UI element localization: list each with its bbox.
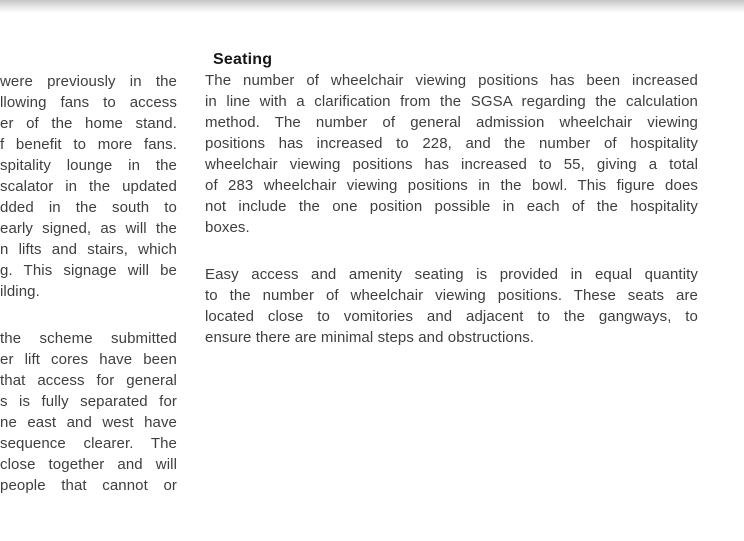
text-line: llowing fans to access (0, 94, 177, 111)
text-line: er lift cores have been (0, 351, 177, 368)
section-heading: Seating (213, 51, 273, 68)
text-line: The number of wheelchair viewing positions has been increased (205, 72, 698, 89)
seating-paragraph-1 (205, 70, 698, 238)
text-line: located close to vomitories and adjacent to the gangways, to (205, 308, 698, 325)
text-line: dded in the south to (0, 199, 177, 216)
text-line: f benefit to more fans. (0, 136, 177, 153)
text-line: sequence clearer. The (0, 435, 177, 452)
text-line: positions has increased to 228, and the number of hospitality (205, 135, 698, 152)
left-paragraph-1 (0, 71, 177, 302)
text-line: Easy access and amenity seating is provided in equal quantity (205, 266, 698, 283)
text-line: method. The number of general admission wheelchair viewing (205, 114, 698, 131)
text-line: the scheme submitted (0, 330, 177, 347)
text-line: people that cannot or (0, 477, 177, 494)
text-line: not include the one position possible in each of the hospitality (205, 198, 698, 215)
text-line: early signed, as will the (0, 220, 177, 237)
text-line: boxes. (205, 219, 250, 236)
text-line: g. This signage will be (0, 262, 177, 279)
text-line: s is fully separated for (0, 393, 177, 410)
text-line: of 283 wheelchair viewing positions in the bowl. This figure does (205, 177, 698, 194)
left-column-text (0, 71, 177, 496)
left-paragraph-2 (0, 328, 177, 496)
text-line: spitality lounge in the (0, 157, 177, 174)
text-line: were previously in the (0, 73, 177, 90)
text-line: that access for general (0, 372, 177, 389)
text-line: ensure there are minimal steps and obstructions. (205, 329, 535, 346)
text-line: in line with a clarification from the SGSA regarding the calculation (205, 93, 698, 110)
text-line: to the number of wheelchair viewing positions. These seats are (205, 287, 698, 304)
seating-section (205, 49, 698, 348)
seating-paragraph-2 (205, 264, 698, 348)
text-line: ne east and west have (0, 414, 177, 431)
text-line: n lifts and stairs, which (0, 241, 177, 258)
page-top-fade (0, 0, 744, 13)
text-line: close together and will (0, 456, 177, 473)
text-line: ilding. (0, 283, 40, 300)
text-line: wheelchair viewing positions has increased to 55, giving a total (205, 156, 698, 173)
text-line: er of the home stand. (0, 115, 177, 132)
text-line: scalator in the updated (0, 178, 177, 195)
